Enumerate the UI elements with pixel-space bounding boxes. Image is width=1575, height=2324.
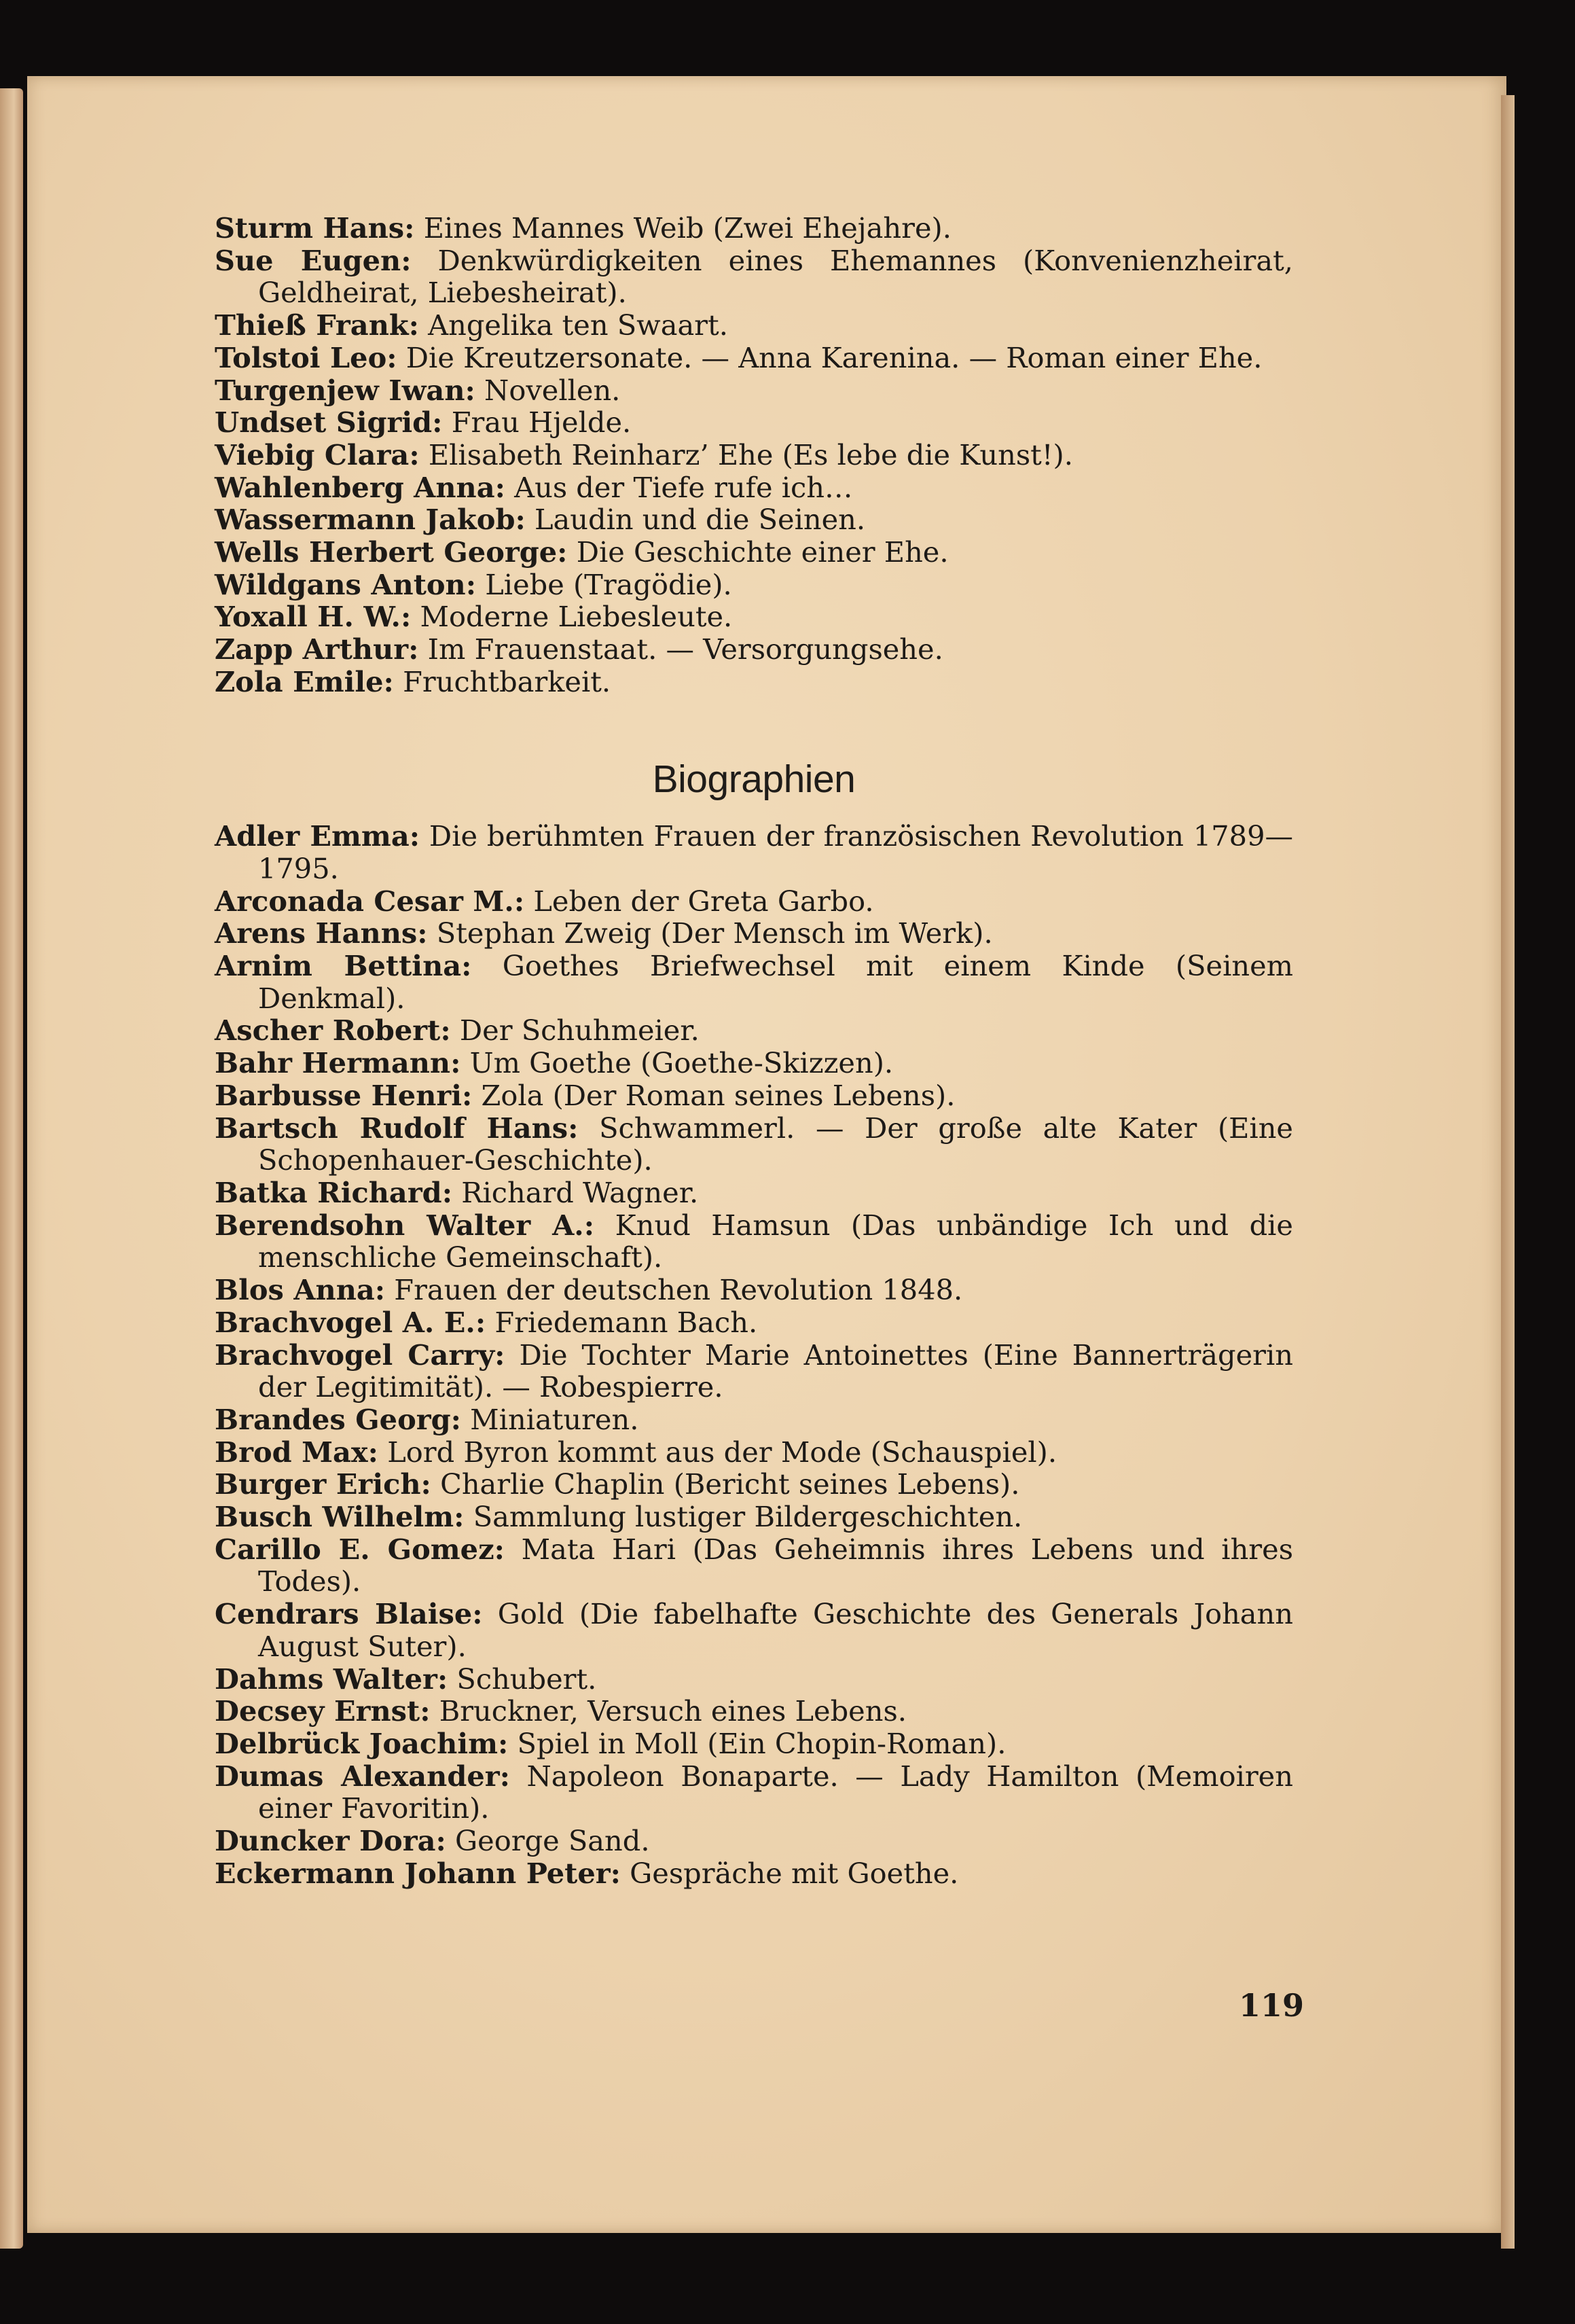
entry-author: Cendrars Blaise: xyxy=(215,1597,483,1631)
page-number: 119 xyxy=(1238,1987,1304,2024)
entry-author: Sturm Hans: xyxy=(215,211,415,245)
list-entry xyxy=(215,1339,1293,1404)
entry-author: Burger Erich: xyxy=(215,1467,431,1501)
entry-author: Duncker Dora: xyxy=(215,1824,446,1858)
entry-author: Carillo E. Gomez: xyxy=(215,1532,505,1566)
entry-author: Zola Emile: xyxy=(215,664,394,698)
biography-list xyxy=(215,820,1293,1889)
entry-author: Wildgans Anton: xyxy=(215,567,477,601)
entry-title: Charlie Chaplin (Bericht seines Lebens). xyxy=(440,1467,1020,1501)
entry-author: Brachvogel Carry: xyxy=(215,1338,505,1372)
entry-author: Eckermann Johann Peter: xyxy=(215,1856,621,1890)
list-entry xyxy=(215,406,1293,439)
entry-title: Stephan Zweig (Der Mensch im Werk). xyxy=(436,916,993,950)
list-entry xyxy=(215,1112,1293,1177)
entry-author: Sue Eugen: xyxy=(215,243,412,277)
list-entry xyxy=(215,245,1293,309)
list-entry xyxy=(215,569,1293,601)
entry-author: Batka Richard: xyxy=(215,1175,453,1209)
list-entry xyxy=(215,820,1293,884)
list-entry xyxy=(215,1598,1293,1662)
list-entry xyxy=(215,1047,1293,1079)
entry-title: Die Geschichte einer Ehe. xyxy=(576,535,949,569)
entry-title: Im Frauenstaat. — Versorgungsehe. xyxy=(427,632,943,666)
entry-title: Mata Hari (Das Geheimnis ihres Lebens und ihres Todes). xyxy=(258,1532,1293,1598)
entry-title: Der Schuhmeier. xyxy=(459,1014,700,1048)
list-entry xyxy=(215,471,1293,504)
page-block-edge xyxy=(1501,95,1515,2249)
entry-title: Goethes Briefwechsel mit einem Kinde (Seinem Denkmal). xyxy=(258,949,1293,1015)
list-entry xyxy=(215,950,1293,1014)
entry-author: Wahlenberg Anna: xyxy=(215,470,505,504)
list-entry xyxy=(215,1306,1293,1339)
entry-author: Ascher Robert: xyxy=(215,1014,451,1048)
entry-author: Arens Hanns: xyxy=(215,916,428,950)
list-entry xyxy=(215,1695,1293,1728)
list-entry xyxy=(215,212,1293,245)
entry-title: Schubert. xyxy=(456,1662,597,1696)
entry-author: Yoxall H. W.: xyxy=(215,600,412,634)
entry-title: George Sand. xyxy=(455,1824,650,1858)
entry-title: Die Tochter Marie Antoinettes (Eine Bannerträgerin der Legitimität). — Robespierre. xyxy=(258,1338,1293,1404)
list-entry xyxy=(215,666,1293,698)
entry-author: Berendsohn Walter A.: xyxy=(215,1208,595,1242)
list-entry xyxy=(215,309,1293,342)
list-entry xyxy=(215,1728,1293,1760)
entry-author: Bahr Hermann: xyxy=(215,1046,461,1080)
list-entry xyxy=(215,633,1293,666)
entry-author: Tolstoi Leo: xyxy=(215,340,397,374)
entry-author: Dahms Walter: xyxy=(215,1662,448,1696)
entry-title: Moderne Liebesleute. xyxy=(420,600,733,634)
entry-title: Um Goethe (Goethe-Skizzen). xyxy=(469,1046,894,1080)
entry-title: Zola (Der Roman seines Lebens). xyxy=(481,1078,956,1112)
list-entry xyxy=(215,1177,1293,1209)
entry-title: Elisabeth Reinharz’ Ehe (Es lebe die Kunst!). xyxy=(428,437,1073,471)
entry-title: Frau Hjelde. xyxy=(451,406,632,440)
list-entry xyxy=(215,1436,1293,1469)
entry-title: Liebe (Tragödie). xyxy=(485,567,732,601)
entry-author: Brod Max: xyxy=(215,1435,378,1469)
entry-title: Gold (Die fabelhafte Geschichte des Generals Johann August Suter). xyxy=(258,1597,1294,1663)
section-heading: Biographien xyxy=(652,757,856,801)
list-entry xyxy=(215,536,1293,569)
entry-author: Zapp Arthur: xyxy=(215,632,419,666)
entry-author: Blos Anna: xyxy=(215,1273,386,1307)
list-entry xyxy=(215,1533,1293,1598)
entry-title: Fruchtbarkeit. xyxy=(403,664,611,698)
entry-title: Laudin und die Seinen. xyxy=(534,503,866,537)
list-entry xyxy=(215,1014,1293,1047)
list-entry xyxy=(215,342,1293,374)
entry-author: Decsey Ernst: xyxy=(215,1694,431,1728)
entry-title: Friedemann Bach. xyxy=(494,1305,758,1339)
list-entry xyxy=(215,1274,1293,1306)
entry-author: Dumas Alexander: xyxy=(215,1759,510,1793)
list-entry xyxy=(215,1501,1293,1533)
entry-author: Busch Wilhelm: xyxy=(215,1500,465,1534)
entry-author: Turgenjew Iwan: xyxy=(215,373,475,407)
entry-title: Novellen. xyxy=(484,373,621,407)
entry-title: Die berühmten Frauen der französischen Revolution 1789—1795. xyxy=(258,819,1293,885)
list-entry xyxy=(215,374,1293,407)
entry-author: Viebig Clara: xyxy=(215,437,420,471)
entry-title: Frauen der deutschen Revolution 1848. xyxy=(394,1273,963,1307)
entry-author: Brachvogel A. E.: xyxy=(215,1305,486,1339)
entry-author: Barbusse Henri: xyxy=(215,1078,473,1112)
page-content xyxy=(215,212,1293,1889)
entry-title: Aus der Tiefe rufe ich… xyxy=(514,470,853,504)
list-entry xyxy=(215,439,1293,471)
entry-title: Schwammerl. — Der große alte Kater (Eine Schopenhauer-Geschichte). xyxy=(258,1111,1293,1177)
entry-title: Knud Hamsun (Das unbändige Ich und die menschliche Gemeinschaft). xyxy=(258,1208,1293,1274)
entry-author: Delbrück Joachim: xyxy=(215,1726,509,1760)
entry-author: Thieß Frank: xyxy=(215,308,419,342)
entry-author: Wells Herbert George: xyxy=(215,535,568,569)
entry-author: Arnim Bettina: xyxy=(215,949,472,983)
list-entry xyxy=(215,1825,1293,1857)
entry-title: Angelika ten Swaart. xyxy=(428,308,728,342)
entry-author: Wassermann Jakob: xyxy=(215,503,526,537)
list-entry xyxy=(215,1857,1293,1890)
entry-author: Arconada Cesar M.: xyxy=(215,884,525,918)
list-entry xyxy=(215,885,1293,918)
entry-title: Napoleon Bonaparte. — Lady Hamilton (Memoiren einer Favoritin). xyxy=(258,1759,1293,1825)
entry-title: Sammlung lustiger Bildergeschichten. xyxy=(473,1500,1023,1534)
list-entry xyxy=(215,601,1293,633)
entry-title: Lord Byron kommt aus der Mode (Schauspiel). xyxy=(387,1435,1057,1469)
entry-title: Richard Wagner. xyxy=(461,1175,699,1209)
list-entry xyxy=(215,503,1293,536)
list-entry xyxy=(215,917,1293,950)
entry-title: Eines Mannes Weib (Zwei Ehejahre). xyxy=(423,211,952,245)
list-entry xyxy=(215,1663,1293,1696)
list-entry xyxy=(215,1404,1293,1436)
list-entry xyxy=(215,1760,1293,1825)
list-entry xyxy=(215,1209,1293,1274)
list-entry xyxy=(215,1468,1293,1501)
entry-title: Spiel in Moll (Ein Chopin-Roman). xyxy=(517,1726,1007,1760)
previous-page-edge xyxy=(0,88,23,2249)
entry-title: Denkwürdigkeiten eines Ehemannes (Konvenienzheirat, Geldheirat, Liebesheirat). xyxy=(258,243,1293,310)
entry-author: Adler Emma: xyxy=(215,819,420,853)
entry-title: Bruckner, Versuch eines Lebens. xyxy=(439,1694,907,1728)
entry-title: Leben der Greta Garbo. xyxy=(533,884,874,918)
entry-title: Gespräche mit Goethe. xyxy=(630,1856,959,1890)
entry-author: Brandes Georg: xyxy=(215,1402,461,1436)
entry-author: Bartsch Rudolf Hans: xyxy=(215,1111,579,1145)
entry-title: Die Kreutzersonate. — Anna Karenina. — Roman einer Ehe. xyxy=(405,340,1263,374)
list-entry xyxy=(215,1079,1293,1112)
novel-list xyxy=(215,212,1293,698)
entry-title: Miniaturen. xyxy=(470,1402,639,1436)
entry-author: Undset Sigrid: xyxy=(215,406,443,440)
